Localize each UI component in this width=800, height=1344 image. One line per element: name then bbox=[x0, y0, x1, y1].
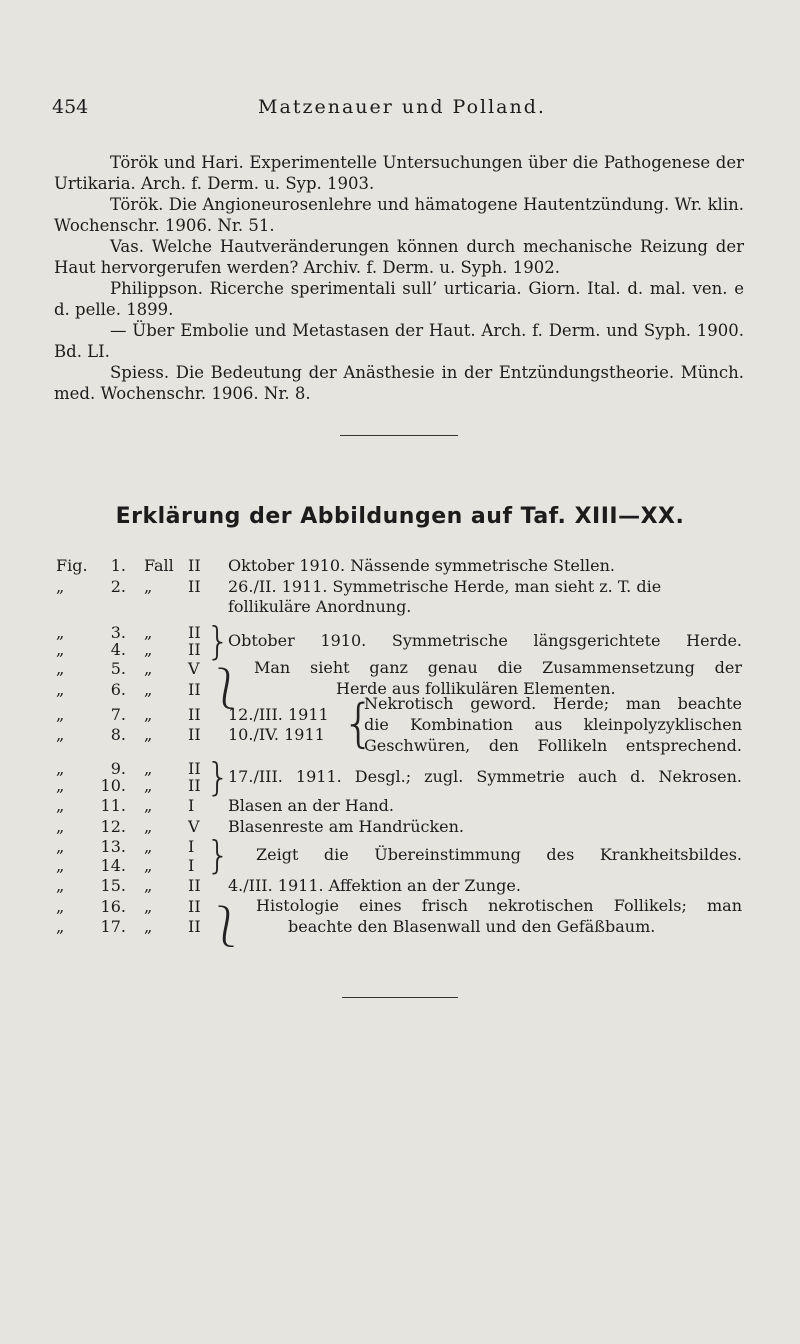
fig-number: 13. bbox=[100, 837, 126, 856]
fig-number: 17. bbox=[100, 917, 126, 936]
figure-description: Oktober 1910. Nässende symmetrische Stellen. bbox=[228, 556, 615, 575]
ditto-mark: „ bbox=[144, 725, 153, 744]
ditto-mark: „ bbox=[56, 623, 65, 642]
figure-row bbox=[56, 875, 746, 897]
ditto-mark: „ bbox=[56, 796, 65, 815]
figure-description: Man sieht ganz genau die Zusammensetzung der bbox=[254, 658, 742, 677]
fall-number: II bbox=[188, 680, 201, 699]
ditto-mark: „ bbox=[56, 837, 65, 856]
reference-item: Török. Die Angioneurosenlehre und hämatogene Hautentzündung. Wr. klin. Wochenschr. 1906. Nr. 51. bbox=[54, 195, 744, 235]
section-divider bbox=[340, 435, 458, 436]
figure-description: Histologie eines frisch nekrotischen Follikels; man bbox=[256, 896, 742, 915]
fall-number: II bbox=[188, 577, 201, 596]
figure-description: Blasenreste am Handrücken. bbox=[228, 817, 465, 836]
figure-group-16-17 bbox=[56, 895, 746, 950]
figure-description: 17./III. 1911. Desgl.; zugl. Symmetrie auch d. Nekrosen. bbox=[228, 767, 742, 786]
fig-number: 6. bbox=[110, 680, 126, 699]
fig-number: 14. bbox=[100, 856, 126, 875]
ditto-mark: „ bbox=[56, 705, 65, 724]
fig-number: 5. bbox=[110, 659, 126, 678]
ditto-mark: „ bbox=[56, 759, 65, 778]
fall-number: II bbox=[188, 640, 201, 659]
ditto-mark: „ bbox=[56, 876, 65, 895]
figure-description: 4./III. 1911. Affektion an der Zunge. bbox=[228, 876, 521, 895]
figure-description: Blasen an der Hand. bbox=[228, 796, 394, 815]
reference-item: Török und Hari. Experimentelle Untersuchungen über die Pathogenese der Urtikaria. Arch. f. Derm. u. Syp. 1903. bbox=[54, 153, 744, 193]
figure-description: die Kombination aus kleinpolyzyklischen bbox=[364, 715, 742, 734]
ditto-mark: „ bbox=[144, 897, 153, 916]
figure-group-13-14 bbox=[56, 835, 746, 877]
ditto-mark: „ bbox=[144, 917, 153, 936]
fall-number: II bbox=[188, 705, 201, 724]
fig-label: Fig. bbox=[56, 556, 88, 575]
fall-number: II bbox=[188, 623, 201, 642]
figure-description: Herde aus follikulären Elementen. bbox=[336, 679, 616, 698]
figure-row-continuation bbox=[56, 596, 746, 618]
fall-number: V bbox=[188, 817, 200, 836]
fig-number: 4. bbox=[110, 640, 126, 659]
fall-number: I bbox=[188, 796, 195, 815]
page-number: 454 bbox=[52, 96, 89, 118]
figure-description: follikuläre Anordnung. bbox=[228, 597, 412, 616]
fall-number: II bbox=[188, 759, 201, 778]
fall-number: II bbox=[188, 725, 201, 744]
fig-number: 15. bbox=[100, 876, 126, 895]
ditto-mark: „ bbox=[56, 917, 65, 936]
reference-item: — Über Embolie und Metastasen der Haut. Arch. f. Derm. und Syph. 1900. Bd. LI. bbox=[54, 321, 744, 361]
brace-mark: { bbox=[342, 694, 376, 754]
fig-number: 8. bbox=[110, 725, 126, 744]
fall-number: V bbox=[188, 659, 200, 678]
ditto-mark: „ bbox=[144, 796, 153, 815]
figure-row bbox=[56, 795, 746, 817]
page-header bbox=[52, 96, 752, 126]
figure-description: 26./II. 1911. Symmetrische Herde, man sieht z. T. die bbox=[228, 577, 662, 596]
brace-mark: } bbox=[206, 755, 231, 799]
ditto-mark: „ bbox=[144, 837, 153, 856]
fall-number: I bbox=[188, 856, 195, 875]
ditto-mark: „ bbox=[144, 705, 153, 724]
figure-row bbox=[56, 576, 746, 598]
brace-mark: ⎱ bbox=[206, 904, 246, 950]
ditto-mark: „ bbox=[56, 659, 65, 678]
ditto-mark: „ bbox=[56, 776, 65, 795]
figure-date: 12./III. 1911 bbox=[228, 705, 329, 724]
fall-number: II bbox=[188, 917, 201, 936]
section-title: Erklärung der Abbildungen auf Taf. XIII—XX. bbox=[115, 504, 685, 529]
fig-number: 16. bbox=[100, 897, 126, 916]
fig-number: 11. bbox=[100, 796, 126, 815]
fig-number: 10. bbox=[100, 776, 126, 795]
ditto-mark: „ bbox=[56, 856, 65, 875]
running-title: Matzenauer und Polland. bbox=[258, 96, 546, 118]
ditto-mark: „ bbox=[144, 776, 153, 795]
figure-row bbox=[56, 555, 746, 577]
fig-number: 7. bbox=[110, 705, 126, 724]
fig-number: 2. bbox=[110, 577, 126, 596]
fall-number: II bbox=[188, 556, 201, 575]
ditto-mark: „ bbox=[144, 680, 153, 699]
figure-description: beachte den Blasenwall und den Gefäßbaum. bbox=[288, 917, 656, 936]
brace-mark: } bbox=[206, 833, 231, 877]
ditto-mark: „ bbox=[144, 640, 153, 659]
reference-item: Philippson. Ricerche sperimentali sull’ urticaria. Giorn. Ital. d. mal. ven. e d. pelle. 1899. bbox=[54, 279, 744, 319]
fig-number: 9. bbox=[110, 759, 126, 778]
ditto-mark: „ bbox=[144, 659, 153, 678]
ditto-mark: „ bbox=[56, 897, 65, 916]
ditto-mark: „ bbox=[56, 640, 65, 659]
fall-number: I bbox=[188, 837, 195, 856]
ditto-mark: „ bbox=[56, 577, 65, 596]
ditto-mark: „ bbox=[56, 680, 65, 699]
figure-description: Obtober 1910. Symmetrische längsgerichtete Herde. bbox=[228, 631, 742, 650]
reference-list bbox=[54, 152, 744, 404]
reference-item: Spiess. Die Bedeutung der Anästhesie in der Entzündungstheorie. Münch. med. Wochenschr. 1906. Nr. 8. bbox=[54, 363, 744, 403]
figure-description: Zeigt die Übereinstimmung des Krankheitsbildes. bbox=[256, 845, 742, 864]
fig-number: 1. bbox=[110, 556, 126, 575]
fig-number: 3. bbox=[110, 623, 126, 642]
section-divider bbox=[342, 997, 458, 998]
figure-date: 10./IV. 1911 bbox=[228, 725, 325, 744]
ditto-mark: „ bbox=[56, 817, 65, 836]
ditto-mark: „ bbox=[56, 725, 65, 744]
ditto-mark: „ bbox=[144, 759, 153, 778]
fall-number: II bbox=[188, 897, 201, 916]
fall-number: II bbox=[188, 876, 201, 895]
brace-mark: } bbox=[206, 619, 231, 663]
figure-group-7-8 bbox=[56, 693, 746, 757]
ditto-mark: „ bbox=[144, 876, 153, 895]
brace-mark: ⎱ bbox=[206, 666, 246, 712]
figure-description: Geschwüren, den Follikeln entsprechend. bbox=[364, 736, 742, 755]
figure-group-9-10 bbox=[56, 757, 746, 799]
reference-item: Vas. Welche Hautveränderungen können durch mechanische Reizung der Haut hervorgerufen werden? Archiv. f. Derm. u. Syph. 1902. bbox=[54, 237, 744, 277]
fall-label: Fall bbox=[144, 556, 174, 575]
fig-number: 12. bbox=[100, 817, 126, 836]
ditto-mark: „ bbox=[144, 577, 153, 596]
ditto-mark: „ bbox=[144, 856, 153, 875]
ditto-mark: „ bbox=[144, 817, 153, 836]
ditto-mark: „ bbox=[144, 623, 153, 642]
fall-number: II bbox=[188, 776, 201, 795]
figure-description: Nekrotisch geword. Herde; man beachte bbox=[364, 694, 742, 713]
